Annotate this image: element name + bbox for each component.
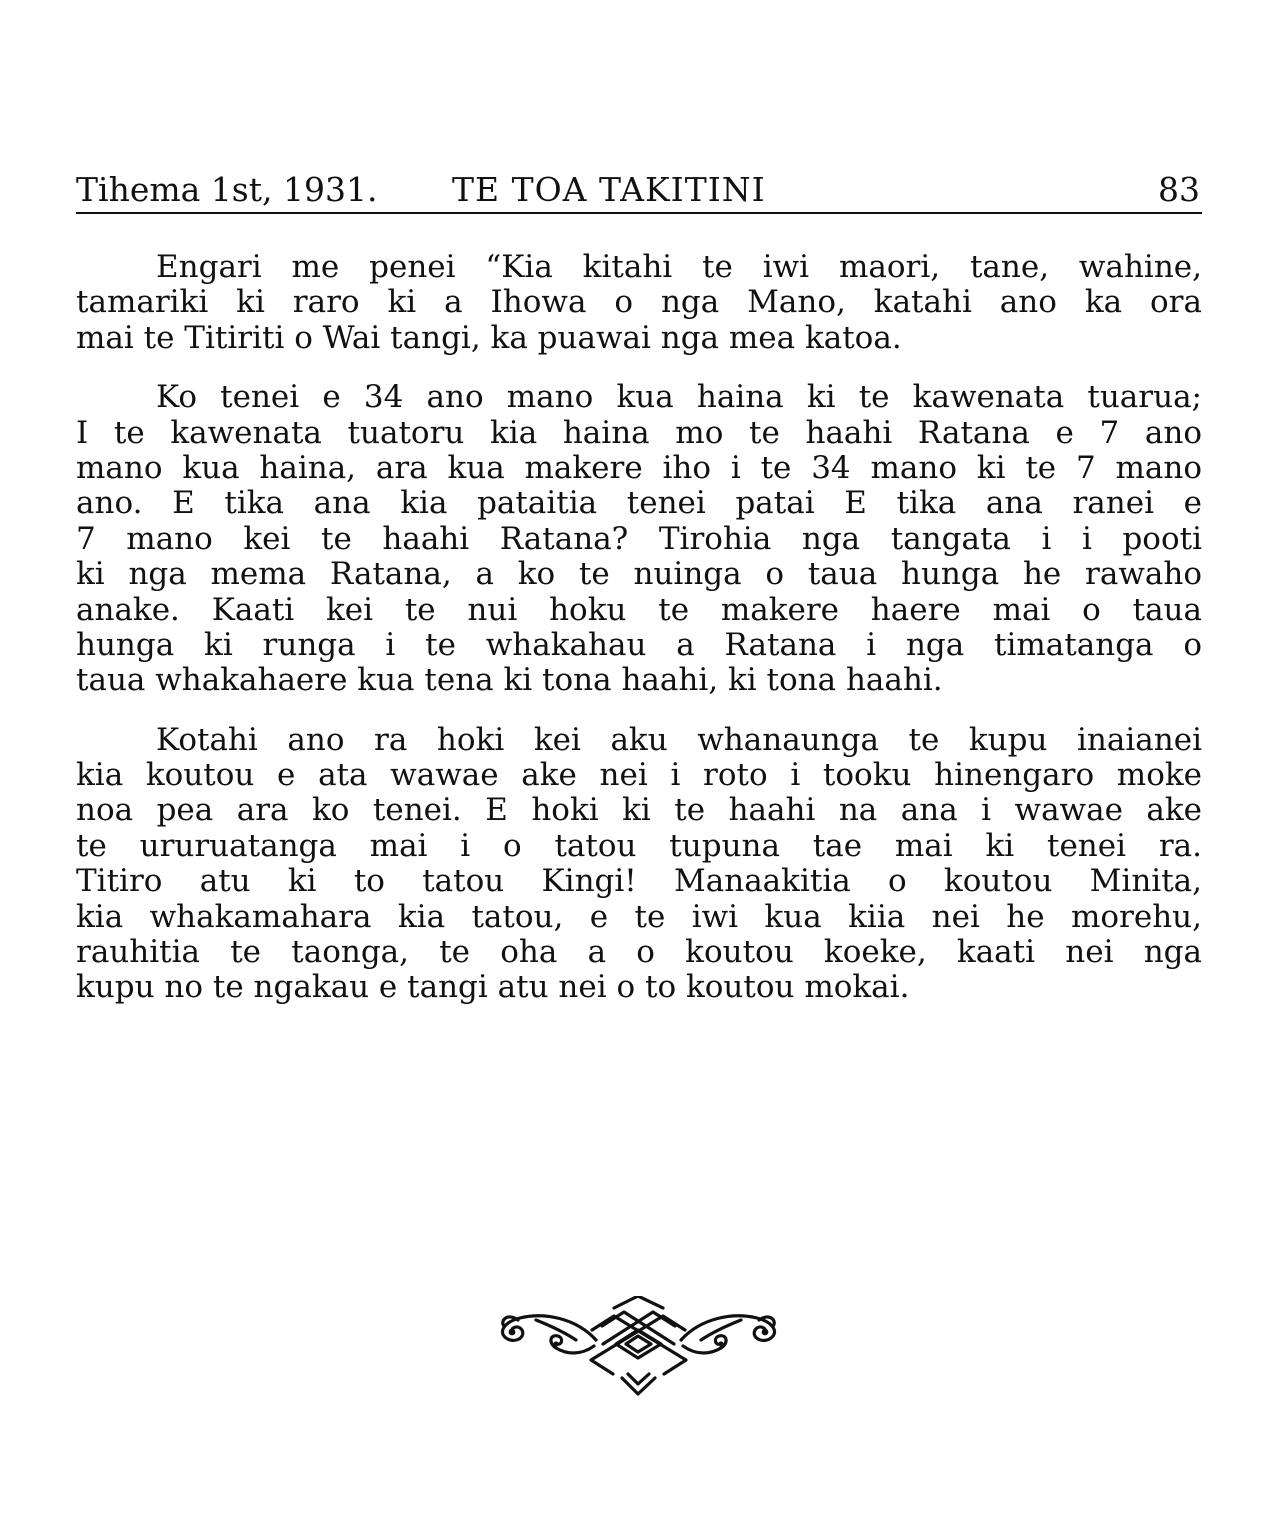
text-line: hunga ki runga i te whakahau a Ratana i nga timatanga o	[76, 627, 1202, 663]
paragraph-1	[76, 250, 1202, 356]
text-line: Titiro atu ki to tatou Kingi! Manaakitia o koutou Minita,	[76, 864, 1202, 900]
paragraph-3	[76, 723, 1202, 1006]
text-line: 7 mano kei te haahi Ratana? Tirohia nga tangata i i pooti	[76, 521, 1202, 557]
text-line: kia koutou e ata wawae ake nei i roto i tooku hinengaro moke	[76, 758, 1202, 794]
text-line: Ko tenei e 34 ano mano kua haina ki te kawenata tuarua;	[156, 380, 1202, 416]
text-line: kia whakamahara kia tatou, e te iwi kua kiia nei he morehu,	[76, 899, 1202, 935]
body-text	[76, 250, 1202, 1030]
text-line: ki nga mema Ratana, a ko te nuinga o taua hunga he rawaho	[76, 557, 1202, 593]
text-line: noa pea ara ko tenei. E hoki ki te haahi na ana i wawae ake	[76, 793, 1202, 829]
text-line: Engari me penei “Kia kitahi te iwi maori, tane, wahine,	[156, 250, 1202, 285]
text-line: tamariki ki raro ki a Ihowa o nga Mano, katahi ano ka ora	[76, 285, 1202, 321]
header-title: TE TOA TAKITINI	[452, 170, 766, 209]
text-line: anake. Kaati kei te nui hoku te makere haere mai o taua	[76, 592, 1202, 628]
running-head	[76, 168, 1202, 214]
page-number: 83	[1158, 170, 1200, 209]
text-line: Kotahi ano ra hoki kei aku whanaunga te kupu inaianei	[156, 722, 1202, 758]
text-line: taua whakahaere kua tena ki tona haahi, ki tona haahi.	[76, 663, 943, 699]
text-line: mano kua haina, ara kua makere iho i te 34 mano ki te 7 mano	[76, 450, 1202, 486]
text-line: mai te Titiriti o Wai tangi, ka puawai nga mea katoa.	[76, 320, 902, 356]
paragraph-2	[76, 380, 1202, 699]
text-line: I te kawenata tuatoru kia haina mo te haahi Ratana e 7 ano	[76, 415, 1202, 451]
text-line: ano. E tika ana kia pataitia tenei patai E tika ana ranei e	[76, 486, 1202, 522]
text-line: kupu no te ngakau e tangi atu nei o to koutou mokai.	[76, 970, 910, 1006]
header-date: Tihema 1st, 1931.	[76, 170, 378, 209]
text-line: rauhitia te taonga, te oha a o koutou koeke, kaati nei nga	[76, 935, 1202, 971]
scroll-flourish-ornament-icon	[496, 1296, 781, 1396]
text-line: te ururuatanga mai i o tatou tupuna tae mai ki tenei ra.	[76, 828, 1202, 864]
book-page	[76, 0, 1202, 1519]
